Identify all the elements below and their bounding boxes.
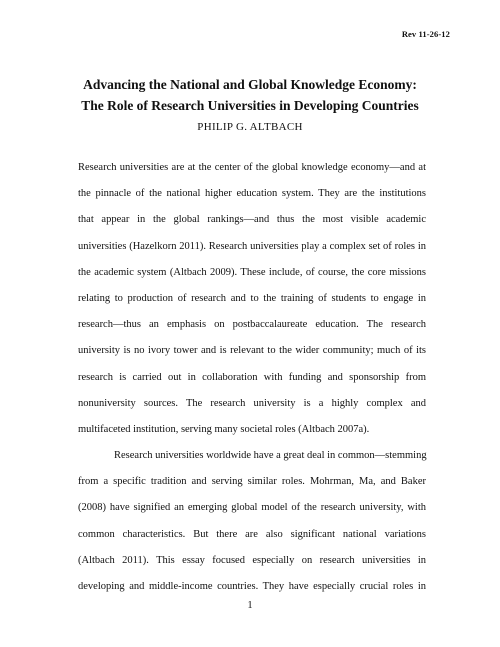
paragraph-1	[78, 155, 426, 443]
text-line: universities (Hazelkorn 2011). Research universities play a complex set of roles in	[78, 240, 426, 252]
text-line: Research universities are at the center of the global knowledge economy—and at	[78, 162, 426, 173]
revision-label: Rev 11-26-12	[401, 29, 450, 39]
text-line: nonuniversity sources. The research university is a highly complex and	[78, 397, 426, 409]
text-line: from a specific tradition and serving similar roles. Mohrman, Ma, and Baker	[78, 476, 426, 488]
text-line: the academic system (Altbach 2009). These include, of course, the core missions	[78, 266, 426, 278]
text-line: research is carried out in collaboration with funding and sponsorship from	[78, 371, 426, 383]
text-line: (Altbach 2011). This essay focused especially on research universities in	[78, 554, 426, 566]
title-line-1: Advancing the National and Global Knowledge Economy:	[83, 77, 417, 92]
paragraph-2	[78, 443, 426, 600]
text-line: university is no ivory tower and is relevant to the wider community; much of its	[78, 345, 426, 357]
body-text	[78, 155, 426, 600]
text-line: relating to production of research and to the training of students to engage in	[78, 292, 426, 304]
author-name: PHILIP G. ALTBACH	[197, 121, 303, 133]
text-line: research—thus an emphasis on postbaccalaureate education. The research	[78, 319, 426, 331]
text-line: the pinnacle of the national higher education system. They are the institutions	[78, 188, 426, 200]
text-line: that appear in the global rankings—and thus the most visible academic	[78, 214, 426, 226]
text-line: Research universities worldwide have a great deal in common—stemming	[114, 450, 427, 462]
text-line: developing and middle-income countries. They have especially crucial roles in	[78, 581, 426, 592]
text-line: common characteristics. But there are also significant national variations	[78, 528, 426, 540]
page-number: 1	[247, 600, 253, 611]
text-line: multifaceted institution, serving many societal roles (Altbach 2007a).	[78, 423, 370, 435]
title-line-2: The Role of Research Universities in Developing Countries	[81, 98, 419, 113]
text-line: (2008) have signified an emerging global model of the research university, with	[78, 502, 426, 514]
